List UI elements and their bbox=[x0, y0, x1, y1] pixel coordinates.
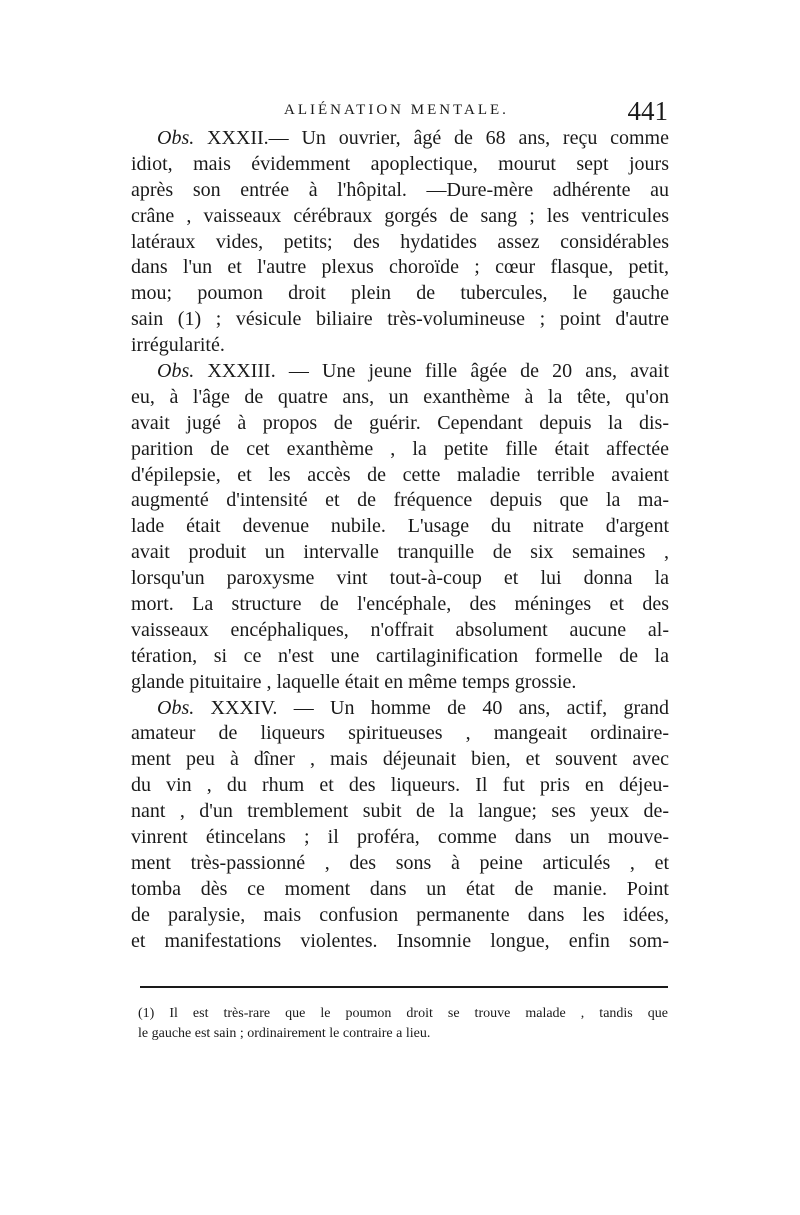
page-number: 441 bbox=[627, 96, 668, 126]
text-line: dans l'un et l'autre plexus choroïde ; cœur flasque, petit, bbox=[131, 256, 669, 279]
text-line: d'épilepsie, et les accès de cette maladie terrible avaient bbox=[131, 463, 669, 486]
text-line: après son entrée à l'hôpital. —Dure-mère adhérente au bbox=[131, 178, 669, 201]
text-line: nant , d'un tremblement subit de la langue; ses yeux de- bbox=[131, 800, 669, 823]
text-line: ment très-passionné , des sons à peine articulés , et bbox=[131, 851, 669, 874]
text-line: glande pituitaire , laquelle était en même temps grossie. bbox=[131, 670, 577, 693]
text-line: augmenté d'intensité et de fréquence depuis que la ma- bbox=[131, 489, 669, 512]
text-line: tomba dès ce moment dans un état de manie. Point bbox=[131, 877, 669, 900]
text-line: parition de cet exanthème , la petite fille était affectée bbox=[131, 437, 669, 460]
text-line: tération, si ce n'est une cartilaginification formelle de la bbox=[131, 644, 669, 667]
text-line: idiot, mais évidemment apoplectique, mourut sept jours bbox=[131, 152, 669, 175]
text-line: avait produit un intervalle tranquille de six semaines , bbox=[131, 541, 669, 564]
footnote-divider bbox=[140, 986, 668, 988]
text-line: mort. La structure de l'encéphale, des méninges et des bbox=[131, 593, 669, 616]
text-line: avait jugé à propos de guérir. Cependant depuis la dis- bbox=[131, 411, 669, 434]
observation-paragraph bbox=[131, 696, 669, 955]
text-line: du vin , du rhum et des liqueurs. Il fut pris en déjeu- bbox=[131, 774, 669, 797]
observation-paragraph bbox=[131, 126, 669, 359]
observation-paragraph bbox=[131, 359, 669, 696]
footnote-line: le gauche est sain ; ordinairement le contraire a lieu. bbox=[138, 1026, 431, 1041]
text-line: crâne , vaisseaux cérébraux gorgés de sang ; les ventricules bbox=[131, 204, 669, 227]
text-line: latéraux vides, petits; des hydatides assez considérables bbox=[131, 230, 669, 253]
running-head bbox=[130, 96, 668, 128]
text-line: Obs. XXXIV. — Un homme de 40 ans, actif, grand bbox=[157, 696, 669, 719]
text-line: irrégularité. bbox=[131, 334, 225, 357]
observation-label: Obs. bbox=[157, 127, 195, 149]
text-line: de paralysie, mais confusion permanente dans les idées, bbox=[131, 903, 669, 926]
text-line: lade était devenue nubile. L'usage du nitrate d'argent bbox=[131, 515, 669, 538]
text-line: vinrent étincelans ; il proféra, comme dans un mouve- bbox=[131, 826, 669, 849]
text-line: sain (1) ; vésicule biliaire très-volumineuse ; point d'autre bbox=[131, 308, 669, 331]
observation-label: Obs. bbox=[157, 360, 195, 383]
text-line: Obs. XXXII.— Un ouvrier, âgé de 68 ans, reçu comme bbox=[157, 127, 669, 149]
footnote bbox=[138, 1004, 668, 1044]
running-title: ALIÉNATION MENTALE. bbox=[284, 102, 509, 118]
text-line: lorsqu'un paroxysme vint tout-à-coup et lui donna la bbox=[131, 567, 669, 590]
text-line: vaisseaux encéphaliques, n'offrait absolument aucune al- bbox=[131, 618, 669, 641]
text-line: mou; poumon droit plein de tubercules, le gauche bbox=[131, 282, 669, 305]
text-line: amateur de liqueurs spiritueuses , mangeait ordinaire- bbox=[131, 722, 669, 745]
body-text bbox=[131, 126, 669, 955]
footnote-line: (1) Il est très-rare que le poumon droit se trouve malade , tandis que bbox=[138, 1006, 668, 1021]
text-line: Obs. XXXIII. — Une jeune fille âgée de 20 ans, avait bbox=[157, 360, 669, 383]
text-line: et manifestations violentes. Insomnie longue, enfin som- bbox=[131, 929, 669, 952]
text-line: eu, à l'âge de quatre ans, un exanthème à la tête, qu'on bbox=[131, 385, 669, 408]
text-line: ment peu à dîner , mais déjeunait bien, et souvent avec bbox=[131, 748, 669, 771]
observation-label: Obs. bbox=[157, 696, 195, 719]
